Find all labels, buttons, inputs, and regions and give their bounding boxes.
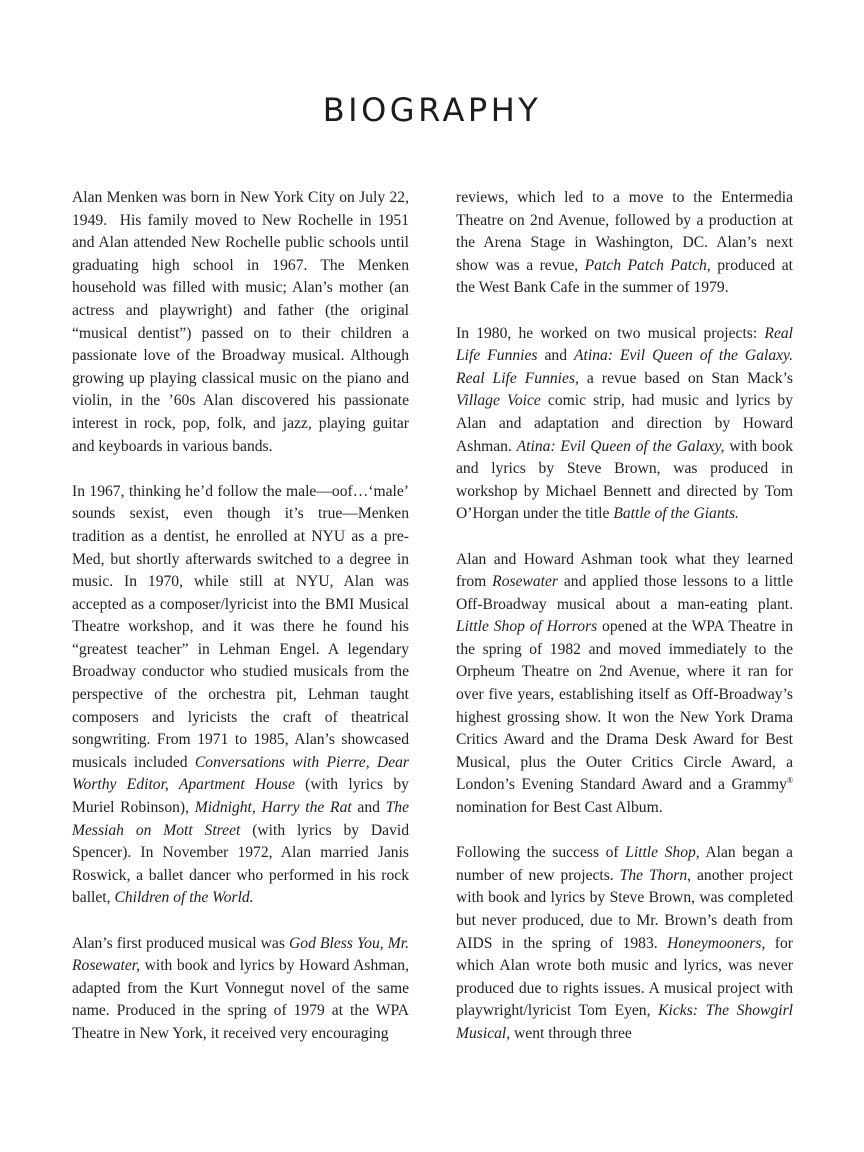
page-title: BIOGRAPHY xyxy=(322,91,542,129)
paragraph-text: Alan and Howard Ashman took what they learned from xyxy=(456,550,793,591)
registered-trademark-symbol: ® xyxy=(786,776,793,786)
italic-title-text: Little Shop of Horrors xyxy=(456,618,598,636)
italic-title-text: Patch Patch Patch, xyxy=(584,256,711,274)
paragraph-text: a revue based on Stan Mack’s xyxy=(578,369,793,387)
paragraph-text: and xyxy=(537,347,574,365)
paragraph-text: opened at the WPA Theatre in the spring of 1982 and moved immediately to the Orpheum Theatre on 2nd Avenue, where it ran for over five years, establishing itself as Off-Broadway’s highest grossing show. It won the New York Drama Critics Award and the Drama Desk Award for Best Musical, plus the Outer Critics Circle Award, a London’s Evening Standard Award and a Grammy xyxy=(456,618,793,794)
paragraph-text: another project with book and lyrics by Steve Brown, was completed but never produced, due to Mr. Brown’s death from AIDS in the spring of 1983. xyxy=(456,866,793,952)
body-paragraph xyxy=(456,323,793,526)
body-paragraph xyxy=(72,187,409,458)
paragraph-text: with book and lyrics by Howard Ashman, adapted from the Kurt Vonnegut novel of the same name. Produced in the spring of 1979 at the WPA Theatre in New York, it received very encouraging xyxy=(72,957,409,1042)
body-paragraph xyxy=(456,549,793,820)
paragraph-text: comic strip, had music and lyrics by Alan and adaptation and direction by Howard Ashman. xyxy=(456,392,794,455)
italic-title-text: Atina: Evil Queen of the Galaxy, xyxy=(516,437,725,455)
paragraph-text: went through three xyxy=(510,1024,632,1042)
paragraph-text: and xyxy=(351,799,386,817)
italic-title-text: Battle of the Giants. xyxy=(613,505,739,523)
paragraph-text: (with lyrics by David Spencer). In November 1972, Alan married Janis Roswick, a ballet dancer who performed in his rock ballet, xyxy=(72,821,410,907)
italic-title-text: Rosewater xyxy=(492,573,559,591)
italic-title-text: Atina: Evil Queen of the Galaxy. Real Life Funnies, xyxy=(456,347,793,387)
paragraph-text: for which Alan wrote both music and lyrics, was never produced due to rights issues. A musical project with playwright/lyricist Tom Eyen, xyxy=(456,934,793,1020)
paragraph-text: Following the success of xyxy=(456,844,626,862)
italic-title-text: The Messiah on Mott Street xyxy=(72,799,409,839)
paragraph-text: produced at the West Bank Cafe in the summer of 1979. xyxy=(456,256,793,297)
body-paragraph xyxy=(456,187,793,300)
paragraph-text: reviews, which led to a move to the Entermedia Theatre on 2nd Avenue, followed by a production at the Arena Stage in Washington, DC. Alan’s next show was a revue, xyxy=(456,189,793,274)
paragraph-text: (with lyrics by Muriel Robinson), xyxy=(72,776,409,817)
body-paragraph xyxy=(72,481,409,910)
body-paragraph xyxy=(72,933,409,1046)
italic-title-text: The Thorn, xyxy=(619,866,692,884)
text-column-right xyxy=(456,187,793,1068)
italic-title-text: Kicks: The Showgirl Musical, xyxy=(456,1002,793,1042)
paragraph-text: In 1967, thinking he’d follow the male—oof…‘male’ sounds sexist, even though it’s true—Menken tradition as a dentist, he enrolled at NYU as a pre-Med, but shortly afterwards switched to a degree in music. In 1970, while still at NYU, Alan was accepted as a composer/lyricist into the BMI Musical Theatre workshop, and it was there he found his “greatest teacher” in Lehman Engel. A legendary Broadway conductor who studied musicals from the perspective of the orchestra pit, Lehman taught composers and lyricists the craft of theatrical songwriting. From 1971 to 1985, Alan’s showcased musicals included xyxy=(72,482,409,771)
italic-title-text: Village Voice xyxy=(456,392,541,410)
paragraph-text: with book and lyrics by Steve Brown, was produced in workshop by Michael Bennett and directed by Tom O’Horgan under the title xyxy=(456,437,793,523)
italic-title-text: Midnight, Harry the Rat xyxy=(194,799,352,817)
body-paragraph xyxy=(456,842,793,1045)
italic-title-text: Conversations with Pierre, Dear Worthy Editor, Apartment House xyxy=(72,753,409,794)
paragraph-text: nomination for Best Cast Album. xyxy=(456,799,663,817)
paragraph-text: Alan Menken was born in New York City on July 22, 1949. His family moved to New Rochelle in 1951 and Alan attended New Rochelle public schools until graduating high school in 1967. The Menken household was filled with music; Alan’s mother (an actress and playwright) and father (the original “musical dentist”) passed on to their children a passionate love of the Broadway musical. Although growing up playing classical music on the piano and violin, in the ’60s Alan discovered his passionate interest in rock, pop, folk, and jazz, playing guitar and keyboards in various bands. xyxy=(72,189,409,455)
italic-title-text: Real Life Funnies xyxy=(456,324,793,365)
paragraph-text: Alan began a number of new projects. xyxy=(456,844,793,884)
paragraph-text: and applied those lessons to a little Off-Broadway musical about a man-eating plant. xyxy=(456,573,793,613)
italic-title-text: God Bless You, Mr. Rosewater, xyxy=(72,934,409,975)
italic-title-text: Children of the World. xyxy=(114,889,254,907)
italic-title-text: Honeymooners, xyxy=(667,934,766,952)
italic-title-text: Little Shop, xyxy=(625,844,700,862)
paragraph-text: Alan’s first produced musical was xyxy=(72,934,290,952)
paragraph-text: In 1980, he worked on two musical projects: xyxy=(456,324,765,342)
text-column-left xyxy=(72,187,409,1068)
